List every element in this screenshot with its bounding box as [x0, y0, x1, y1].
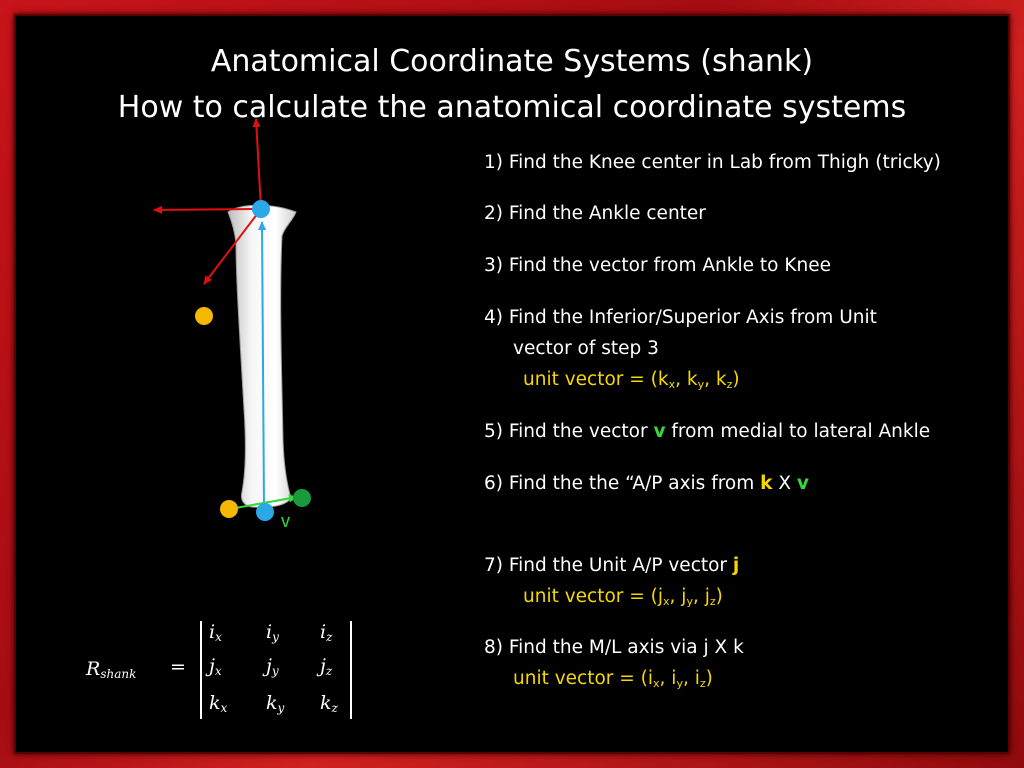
step-3: 3) Find the vector from Ankle to Knee	[484, 255, 831, 276]
matrix-equals: =	[170, 656, 186, 678]
step-8-unit-vector: unit vector = ($i_x$, $i_y$, $i_z$)	[513, 668, 713, 690]
v-label: v	[281, 511, 290, 531]
slide-title: Anatomical Coordinate Systems (shank)	[210, 44, 814, 79]
matrix-right-bar	[350, 621, 352, 719]
step-6: 6) Find the the “A/P axis from k X v	[484, 473, 809, 494]
step-1: 1) Find the Knee center in Lab from Thigh (tricky)	[484, 152, 941, 173]
lateral-ankle-marker	[293, 489, 311, 507]
matrix-cell: $i_z$	[320, 621, 333, 644]
matrix-lhs: $R_{shank}$	[86, 658, 137, 681]
slide-subtitle: How to calculate the anatomical coordinate systems	[117, 90, 907, 125]
matrix-cell: $j_y$	[266, 655, 279, 678]
step-7: 7) Find the Unit A/P vector j	[484, 555, 740, 576]
ankle-center-marker	[256, 503, 274, 521]
matrix-cell: $i_x$	[209, 621, 222, 644]
matrix-cell: $i_y$	[266, 621, 279, 644]
superior-axis-arrow	[256, 119, 261, 209]
matrix-cell: $k_x$	[209, 692, 228, 715]
matrix-cell: $k_z$	[320, 692, 338, 715]
step-5: 5) Find the vector v from medial to lateral Ankle	[484, 421, 931, 442]
knee-center-marker	[252, 200, 270, 218]
medial-ankle-marker	[220, 500, 238, 518]
step-7-unit-vector: unit vector = ($j_x$, $j_y$, $j_z$)	[523, 586, 723, 608]
matrix-cell: $j_x$	[209, 655, 222, 678]
step-4-line2: vector of step 3	[513, 338, 659, 359]
knee-marker-orange	[195, 307, 213, 325]
matrix-cell: $j_z$	[320, 655, 333, 678]
anterior-axis-arrow	[154, 209, 261, 210]
step-4-unit-vector: unit vector = ($k_x$, $k_y$, $k_z$)	[523, 369, 740, 391]
step-2: 2) Find the Ankle center	[484, 203, 706, 224]
matrix-cell: $k_y$	[266, 692, 285, 715]
matrix-left-bar	[200, 621, 202, 719]
step-8: 8) Find the M/L axis via j X k	[484, 637, 744, 658]
step-4-line1: 4) Find the Inferior/Superior Axis from Unit	[484, 307, 877, 328]
